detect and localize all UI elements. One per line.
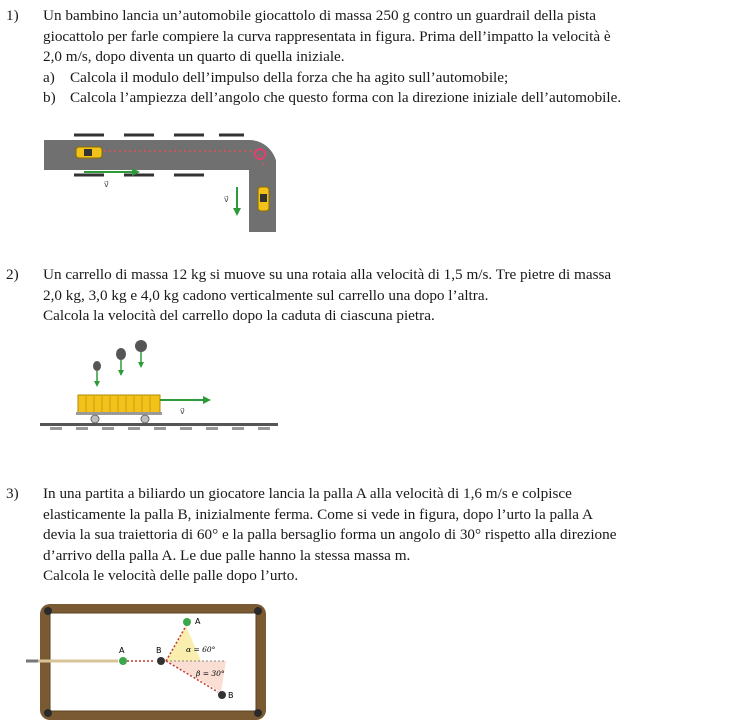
ball-label: B — [228, 691, 234, 700]
ball-label: B — [156, 646, 162, 655]
rail — [40, 423, 278, 426]
item-label: a) — [43, 69, 55, 86]
cart-wheel — [141, 415, 149, 423]
text-line: elasticamente la palla B, inizialmente ferma. Come si vede in figura, dopo l’urto la palla A — [43, 505, 593, 523]
road-straight — [44, 140, 249, 170]
text-line: Un bambino lancia un’automobile giocattolo di massa 250 g contro un guardrail della pista — [43, 7, 596, 24]
text-line: 2,0 m/s, dopo diventa un quarto di quella iniziale. — [43, 48, 345, 65]
track-figure — [44, 132, 276, 242]
cart-figure — [40, 338, 280, 434]
text-line: 2,0 kg, 3,0 kg e 4,0 kg cadono verticalmente sul carrello una dopo l’altra. — [43, 286, 489, 304]
alpha-label: α = 60° — [186, 645, 216, 654]
problem-number: 1) — [6, 7, 19, 24]
problem-text — [43, 265, 702, 327]
text-line: devia la sua traiettoria di 60° e la palla bersaglio forma un angolo di 30° rispetto alla direzione — [43, 526, 617, 543]
stone-1 — [93, 361, 101, 371]
text-line: giocattolo per farle compiere la curva rappresentata in figura. Prima dell’impatto la velocità è — [43, 27, 611, 45]
text-line: Calcola le velocità delle palle dopo l’urto. — [43, 567, 299, 584]
cart-wheel — [91, 415, 99, 423]
problem-number: 2) — [6, 266, 19, 283]
item-text: Calcola l’ampiezza dell’angolo che questo forma con la direzione iniziale dell’automobile. — [70, 89, 622, 106]
problem-number: 3) — [6, 485, 19, 502]
ball-label: A — [119, 646, 125, 655]
text-line: In una partita a biliardo un giocatore lancia la palla A alla velocità di 1,6 m/s e colpisce — [43, 485, 572, 502]
item-text: Calcola il modulo dell’impulso della forza che ha agito sull’automobile; — [70, 69, 509, 86]
ball-b-after — [218, 691, 226, 699]
ball-a-after — [183, 618, 191, 626]
velocity-label: v⃗ — [180, 407, 185, 416]
velocity-label: v⃗ — [224, 195, 229, 204]
text-line: Un carrello di massa 12 kg si muove su una rotaia alla velocità di 1,5 m/s. Tre pietre di massa — [43, 266, 612, 283]
text-line: Calcola la velocità del carrello dopo la caduta di ciascuna pietra. — [43, 307, 435, 324]
problem-text — [43, 6, 702, 68]
stone-3 — [135, 340, 147, 352]
beta-label: β = 30° — [196, 669, 225, 678]
velocity-label: v⃗ — [104, 180, 109, 189]
ball-label: A — [195, 617, 201, 626]
item-label: b) — [43, 89, 56, 106]
text-line: d’arrivo della palla A. Le due palle hanno la stessa massa m. — [43, 546, 411, 564]
road-curve — [249, 140, 276, 232]
cart-body — [78, 395, 160, 413]
ball-a — [119, 657, 127, 665]
problem-text — [43, 484, 702, 587]
billiard-figure — [26, 600, 270, 722]
stone-2 — [116, 348, 126, 360]
ball-b — [157, 657, 165, 665]
